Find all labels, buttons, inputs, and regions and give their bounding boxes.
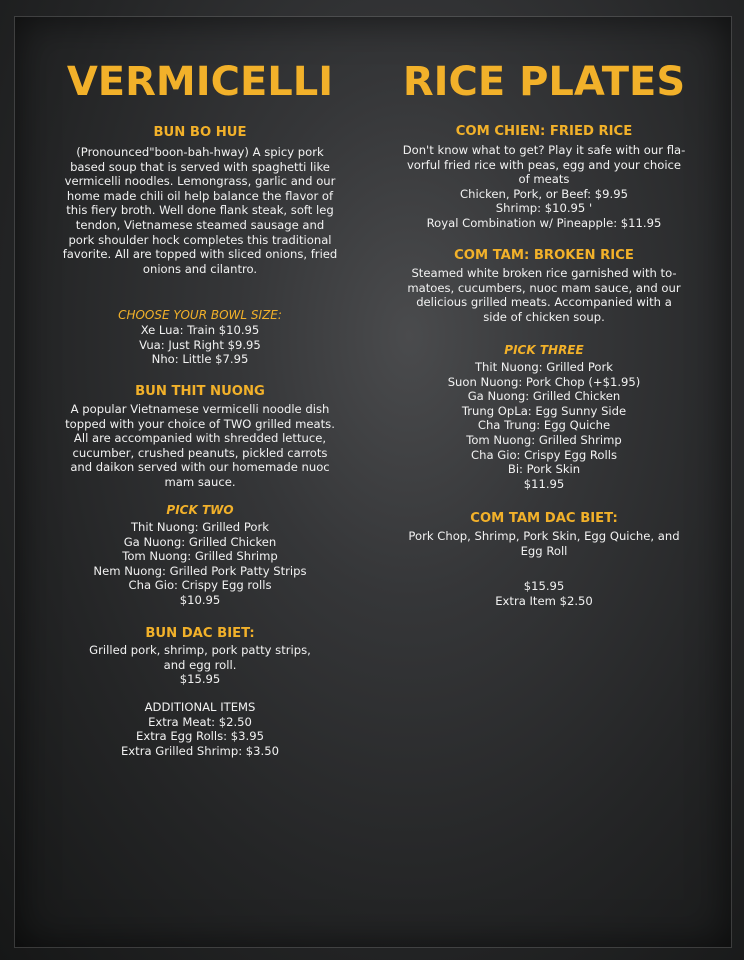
bun-dac-biet-description [52,643,348,687]
com-chien-heading: COM CHIEN: FRIED RICE [455,124,633,139]
price-line: Royal Combination w/ Pineapple: $11.95 [426,215,662,230]
description-line: this fiery broth. Well done flank steak, soft leg [66,203,334,218]
pick-item: Ga Nuong: Grilled Chicken [123,534,277,549]
price: $15.95 [179,672,221,687]
pick-three-heading: PICK THREE [504,343,584,357]
price: $11.95 [523,476,565,491]
description-line: tendon, Vietnamese steamed sausage and [75,217,325,232]
price: $15.95 [523,579,565,593]
pick-item: Thit Nuong: Grilled Pork [130,520,270,534]
extra-item-price: Extra Item $2.50 [495,593,593,608]
description-line: All are accompanied with shredded lettuce, [73,431,327,446]
bowl-size-item: Nho: Little $7.95 [151,352,249,367]
description-line: Egg Roll [520,543,568,558]
pick-item: Ga Nuong: Grilled Chicken [467,389,621,404]
pick-two-list [52,520,348,608]
price-line: Chicken, Pork, or Beef: $9.95 [460,186,628,201]
additional-item: Extra Egg Rolls: $3.95 [136,729,264,744]
com-tam-dac-biet-heading: COM TAM DAC BIET: [470,511,618,526]
description-line: pork shoulder hock completes this traditional [68,232,332,247]
com-tam-dac-biet-prices [392,579,696,608]
description-line: matoes, cucumbers, nuoc mam sauce, and our [407,280,681,295]
description-line: Grilled pork, shrimp, pork patty strips, [89,643,311,657]
price: $10.95 [179,592,221,607]
com-tam-dac-biet-description [392,529,696,558]
description-line: A popular Vietnamese vermicelli noodle dish [70,402,330,416]
description-line: and daikon served with our homemade nuoc [70,460,330,475]
com-tam-heading: COM TAM: BROKEN RICE [454,248,634,263]
description-line: onions and cilantro. [142,261,258,276]
description-line: of meats [518,172,570,187]
additional-item: Extra Grilled Shrimp: $3.50 [120,743,279,758]
pick-item: Nem Nuong: Grilled Pork Patty Strips [93,563,307,578]
bun-bo-hue-description [52,145,348,276]
pick-two-heading: PICK TWO [166,503,234,517]
pick-item: Cha Gio: Crispy Egg Rolls [471,447,617,462]
description-line: and egg roll. [163,657,237,672]
description-line: Steamed white broken rice garnished with to- [411,266,677,280]
description-line: (Pronounced"boon-bah-hway) A spicy pork [76,145,324,159]
bun-bo-hue-heading: BUN BO HUE [153,125,247,140]
description-line: Don't know what to get? Play it safe with our fla- [402,143,686,157]
pick-item: Cha Gio: Crispy Egg rolls [128,578,272,593]
description-line: delicious grilled meats. Accompanied with a [416,295,672,310]
additional-items-list [52,700,348,758]
vermicelli-title: VERMICELLI [66,59,334,105]
pick-item: Suon Nuong: Pork Chop (+$1.95) [447,374,641,389]
description-line: vorful fried rice with peas, egg and your choice [406,157,682,172]
description-line: vermicelli noodles. Lemongrass, garlic and our [64,174,336,189]
rice-plates-title: RICE PLATES [402,59,686,105]
price-line: Shrimp: $10.95 ' [495,201,593,216]
bun-thit-nuong-description [52,402,348,490]
description-line: Pork Chop, Shrimp, Pork Skin, Egg Quiche, and [408,529,680,543]
pick-item: Tom Nuong: Grilled Shrimp [122,549,278,564]
bowl-size-item: Vua: Just Right $9.95 [139,337,261,352]
description-line: home made chili oil help balance the flavor of [66,188,334,203]
additional-item: Extra Meat: $2.50 [148,714,252,729]
pick-item: Bi: Pork Skin [507,462,581,477]
pick-item: Cha Trung: Egg Quiche [477,418,611,433]
com-chien-description [392,143,696,231]
com-tam-description [392,266,696,324]
description-line: topped with your choice of TWO grilled meats. [65,416,335,431]
description-line: favorite. All are topped with sliced onions, fried [62,247,338,262]
bowl-size-heading: CHOOSE YOUR BOWL SIZE: [118,308,282,322]
pick-item: Trung OpLa: Egg Sunny Side [461,403,627,418]
bowl-size-list [52,323,348,367]
description-line: side of chicken soup. [483,309,605,324]
bowl-size-item: Xe Lua: Train $10.95 [140,323,260,337]
description-line: based soup that is served with spaghetti like [70,159,330,174]
bun-thit-nuong-heading: BUN THIT NUONG [135,384,265,399]
description-line: cucumber, crushed peanuts, pickled carrots [72,445,328,460]
pick-three-list [392,360,696,491]
pick-item: Thit Nuong: Grilled Pork [474,360,614,374]
pick-item: Tom Nuong: Grilled Shrimp [466,432,622,447]
additional-items-heading: ADDITIONAL ITEMS [144,700,256,714]
bun-dac-biet-heading: BUN DAC BIET: [145,626,255,641]
description-line: mam sauce. [164,474,236,489]
